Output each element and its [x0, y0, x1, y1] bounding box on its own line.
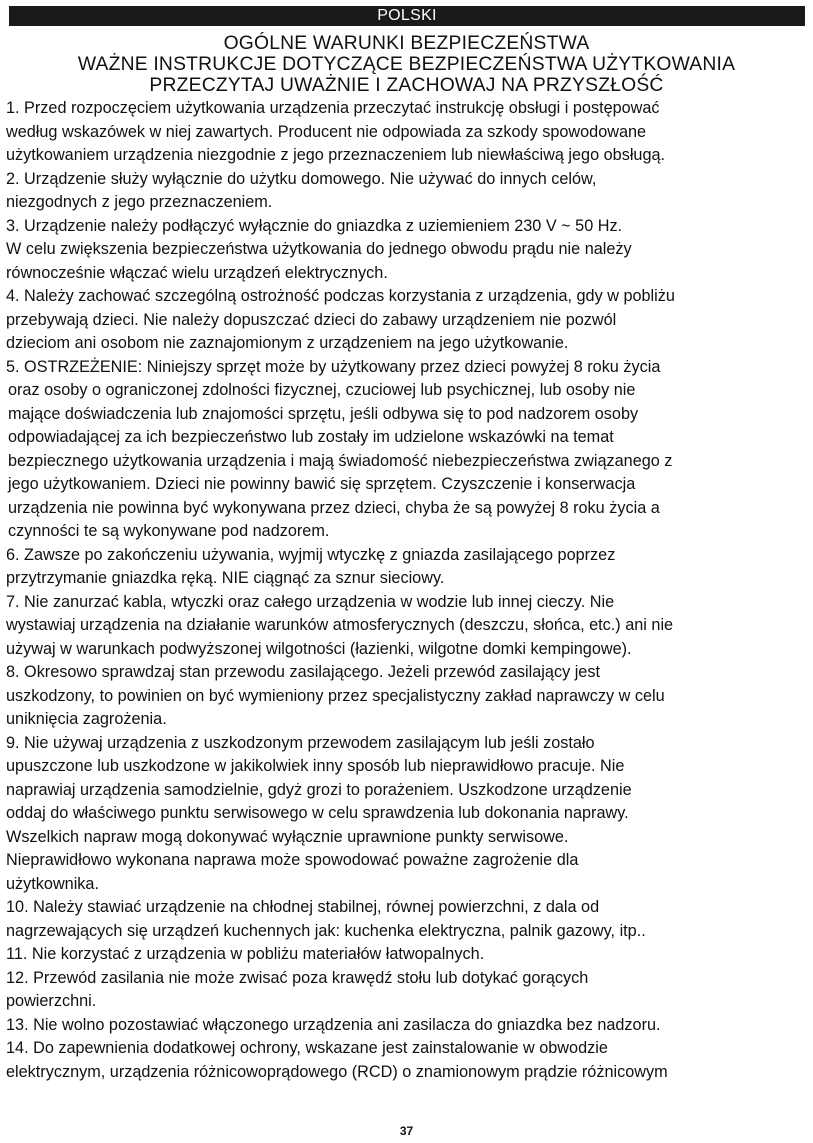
text-line: wystawiaj urządzenia na działanie warunków atmosferycznych (deszczu, słońca, etc.) ani nie — [6, 616, 674, 634]
text-line: według wskazówek w niej zawartych. Producent nie odpowiada za szkody spowodowane — [6, 122, 647, 141]
text-line: elektrycznym, urządzenia różnicowoprądowego (RCD) o znamionowym prądzie różnicowym — [6, 1062, 668, 1081]
text-line: 9. Nie używaj urządzenia z uszkodzonym przewodem zasilającym lub jeśli zostało — [6, 733, 595, 752]
heading-important-instructions: WAŻNE INSTRUKCJE DOTYCZĄCE BEZPIECZEŃSTWA UŻYTKOWANIA — [77, 53, 736, 75]
text-line: odpowiadającej za ich bezpieczeństwo lub zostały im udzielone wskazówki na temat — [7, 428, 614, 446]
text-line: uniknięcia zagrożenia. — [6, 710, 167, 728]
text-line: bezpiecznego użytkowania urządzenia i mają świadomość niebezpieczeństwa związanego z — [7, 451, 673, 470]
heading-general-safety: OGÓLNE WARUNKI BEZPIECZEŃSTWA — [223, 32, 590, 54]
text-line: 12. Przewód zasilania nie może zwisać poza krawędź stołu lub dotykać gorących — [6, 968, 589, 987]
text-line: 7. Nie zanurzać kabla, wtyczki oraz całego urządzenia w wodzie lub innej cieczy. Nie — [6, 592, 615, 611]
language-header-bar — [9, 6, 805, 26]
text-line: powierzchni. — [6, 992, 97, 1010]
text-line: uszkodzony, to powinien on być wymieniony przez specjalistyczny zakład naprawczy w celu — [6, 686, 665, 705]
text-line: używaj w warunkach podwyższonej wilgotności (łazienki, wilgotne domki kempingowe). — [6, 639, 632, 658]
text-line: jego użytkowaniem. Dzieci nie powinny bawić się sprzętem. Czyszczenie i konserwacja — [7, 475, 636, 493]
text-line: W celu zwiększenia bezpieczeństwa użytkowania do jednego obwodu prądu nie należy — [6, 240, 632, 258]
page-number: 37 — [399, 1124, 414, 1138]
text-line: przytrzymanie gniazdka ręką. NIE ciągnąć za sznur sieciowy. — [6, 569, 445, 587]
text-line: 8. Okresowo sprawdzaj stan przewodu zasilającego. Jeżeli przewód zasilający jest — [6, 663, 600, 681]
text-line: dzieciom ani osobom nie zaznajomionym z urządzeniem na jego użytkowanie. — [6, 334, 569, 352]
section-headings — [0, 33, 813, 96]
text-line: niezgodnych z jego przeznaczeniem. — [6, 193, 273, 211]
text-line: 5. OSTRZEŻENIE: Niniejszy sprzęt może by użytkowany przez dzieci powyżej 8 roku życia — [6, 357, 661, 376]
text-line: upuszczone lub uszkodzone w jakikolwiek inny sposób lub nieprawidłowo pracuje. Nie — [6, 757, 625, 775]
text-line: 1. Przed rozpoczęciem użytkowania urządzenia przeczytać instrukcję obsługi i postępować — [6, 99, 660, 117]
text-line: czynności te są wykonywane pod nadzorem. — [7, 522, 330, 540]
text-line: nagrzewających się urządzeń kuchennych jak: kuchenka elektryczna, palnik gazowy, itp.. — [6, 921, 646, 940]
text-line: 2. Urządzenie służy wyłącznie do użytku domowego. Nie używać do innych celów, — [6, 169, 597, 188]
text-line: naprawiaj urządzenia samodzielnie, gdyż grozi to porażeniem. Uszkodzone urządzenie — [6, 780, 632, 799]
text-line: 13. Nie wolno pozostawiać włączonego urządzenia ani zasilacza do gniazdka bez nadzoru. — [6, 1015, 661, 1034]
safety-instructions-body — [6, 97, 811, 1084]
text-line: użytkowaniem urządzenia niezgodnie z jego przeznaczeniem lub niewłaściwą jego obsługą. — [6, 146, 666, 164]
text-line: równocześnie włączać wielu urządzeń elektrycznych. — [6, 263, 388, 282]
text-line: przebywają dzieci. Nie należy dopuszczać dzieci do zabawy urządzeniem nie pozwól — [6, 310, 617, 329]
text-line: użytkownika. — [6, 874, 99, 893]
heading-read-carefully: PRZECZYTAJ UWAŻNIE I ZACHOWAJ NA PRZYSZŁOŚĆ — [149, 74, 664, 96]
text-line: 6. Zawsze po zakończeniu używania, wyjmij wtyczkę z gniazda zasilającego poprzez — [6, 545, 616, 564]
text-line: oddaj do właściwego punktu serwisowego w celu sprawdzenia lub dokonania naprawy. — [6, 804, 629, 822]
text-line: Nieprawidłowo wykonana naprawa może spowodować poważne zagrożenie dla — [6, 851, 579, 869]
text-line: Wszelkich napraw mogą dokonywać wyłącznie uprawnione punkty serwisowe. — [6, 827, 569, 846]
text-line: 3. Urządzenie należy podłączyć wyłącznie do gniazdka z uziemieniem 230 V ~ 50 Hz. — [6, 216, 623, 235]
text-line: oraz osoby o ograniczonej zdolności fizycznej, czuciowej lub psychicznej, lub osoby nie — [7, 381, 636, 399]
text-line: 11. Nie korzystać z urządzenia w pobliżu materiałów łatwopalnych. — [6, 945, 485, 963]
text-line: 10. Należy stawiać urządzenie na chłodnej stabilnej, równej powierzchni, z dala od — [6, 898, 600, 916]
language-label: POLSKI — [377, 7, 437, 24]
text-line: 14. Do zapewnienia dodatkowej ochrony, wskazane jest zainstalowanie w obwodzie — [6, 1039, 608, 1057]
text-line: 4. Należy zachować szczególną ostrożność podczas korzystania z urządzenia, gdy w pobliżu — [6, 287, 675, 305]
text-line: mające doświadczenia lub znajomości sprzętu, jeśli odbywa się to pod nadzorem osoby — [7, 404, 639, 423]
text-line: urządzenia nie powinna być wykonywana przez dzieci, chyba że są powyżej 8 roku życia a — [7, 498, 660, 517]
